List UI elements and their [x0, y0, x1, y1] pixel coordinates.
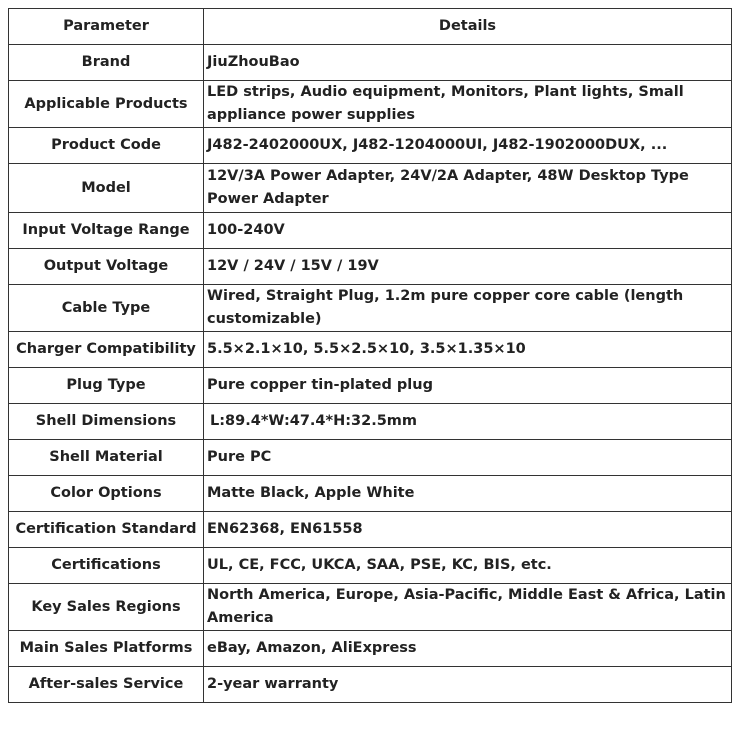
table-row — [9, 213, 732, 249]
table-row — [9, 164, 732, 213]
header-details: Details — [204, 9, 732, 45]
row-details: 100-240V — [204, 213, 732, 249]
row-details: Pure PC — [204, 440, 732, 476]
row-parameter: Shell Material — [9, 440, 204, 476]
row-details: EN62368, EN61558 — [204, 512, 732, 548]
row-details: North America, Europe, Asia-Pacific, Middle East & Africa, Latin America — [204, 584, 732, 631]
row-details: 5.5×2.1×10, 5.5×2.5×10, 3.5×1.35×10 — [204, 332, 732, 368]
row-details: 2-year warranty — [204, 667, 732, 703]
row-details: Pure copper tin-plated plug — [204, 368, 732, 404]
table-row — [9, 45, 732, 81]
table-row — [9, 81, 732, 128]
row-parameter: Brand — [9, 45, 204, 81]
row-parameter: Model — [9, 164, 204, 213]
table-row — [9, 368, 732, 404]
row-details: eBay, Amazon, AliExpress — [204, 631, 732, 667]
table-row — [9, 128, 732, 164]
table-row — [9, 285, 732, 332]
row-parameter: Certification Standard — [9, 512, 204, 548]
row-parameter: Cable Type — [9, 285, 204, 332]
row-parameter: Main Sales Platforms — [9, 631, 204, 667]
row-parameter: Key Sales Regions — [9, 584, 204, 631]
row-parameter: Certifications — [9, 548, 204, 584]
row-details: UL, CE, FCC, UKCA, SAA, PSE, KC, BIS, etc. — [204, 548, 732, 584]
row-details: 12V / 24V / 15V / 19V — [204, 249, 732, 285]
table-row — [9, 667, 732, 703]
row-details: J482-2402000UX, J482-1204000UI, J482-1902000DUX, ... — [204, 128, 732, 164]
row-parameter: Input Voltage Range — [9, 213, 204, 249]
row-details: LED strips, Audio equipment, Monitors, Plant lights, Small appliance power supplies — [204, 81, 732, 128]
row-parameter: Plug Type — [9, 368, 204, 404]
row-parameter: Product Code — [9, 128, 204, 164]
row-details: Wired, Straight Plug, 1.2m pure copper core cable (length customizable) — [204, 285, 732, 332]
table-header-row — [9, 9, 732, 45]
table-row — [9, 332, 732, 368]
table-row — [9, 584, 732, 631]
spec-table — [8, 8, 732, 703]
row-details: L:89.4*W:47.4*H:32.5mm — [204, 404, 732, 440]
table-row — [9, 548, 732, 584]
row-details: Matte Black, Apple White — [204, 476, 732, 512]
row-parameter: Shell Dimensions — [9, 404, 204, 440]
row-parameter: Charger Compatibility — [9, 332, 204, 368]
table-row — [9, 249, 732, 285]
table-row — [9, 512, 732, 548]
table-row — [9, 631, 732, 667]
row-parameter: After-sales Service — [9, 667, 204, 703]
table-row — [9, 404, 732, 440]
row-details: JiuZhouBao — [204, 45, 732, 81]
table-row — [9, 440, 732, 476]
header-parameter: Parameter — [9, 9, 204, 45]
row-details: 12V/3A Power Adapter, 24V/2A Adapter, 48W Desktop Type Power Adapter — [204, 164, 732, 213]
row-parameter: Color Options — [9, 476, 204, 512]
table-row — [9, 476, 732, 512]
row-parameter: Output Voltage — [9, 249, 204, 285]
row-parameter: Applicable Products — [9, 81, 204, 128]
